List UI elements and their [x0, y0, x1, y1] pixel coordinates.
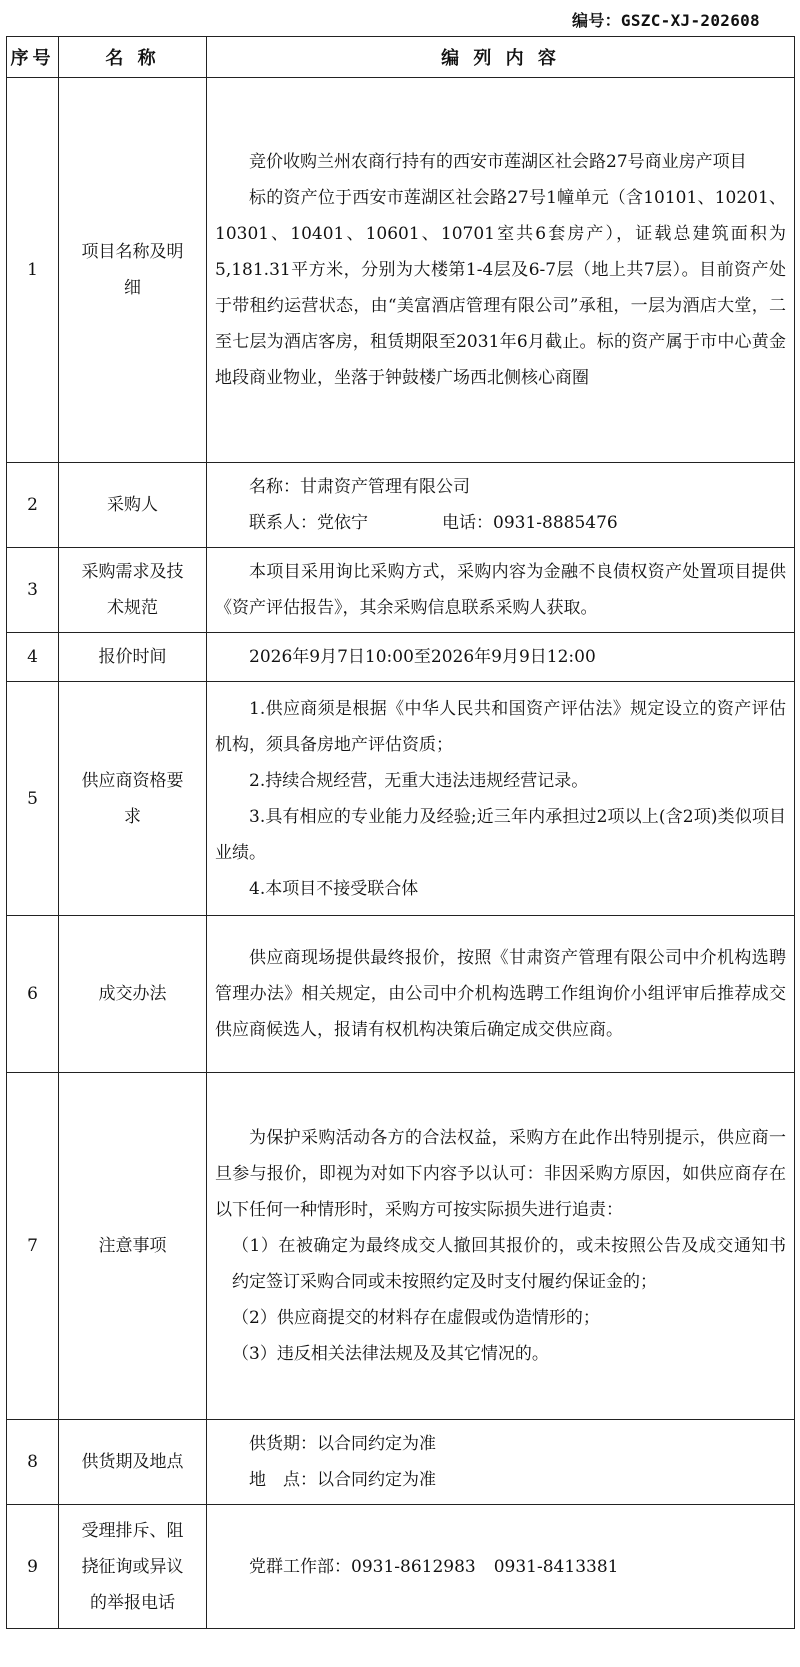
- paragraph: 标的资产位于西安市莲湖区社会路27号1幢单元（含10101、10201、10301、10401、10601、10701室共6套房产），证载总建筑面积为5,181.31平方米，分别为大楼第1-4层及6-7层（地上共7层）。目前资产处于带租约运营状态，由“美富酒店管理有限公司”承租，一层为酒店大堂，二至七层为酒店客房，租赁期限至2031年6月截止。标的资产属于市中心黄金地段商业物业，坐落于钟鼓楼广场西北侧核心商圈: [215, 188, 786, 388]
- row-content: [207, 548, 795, 633]
- row-content: [207, 1073, 795, 1420]
- report-phone-line: [215, 1549, 786, 1585]
- row-name-line: 挠征询或异议: [81, 1556, 184, 1577]
- row-number: 5: [7, 682, 59, 916]
- paragraph: 本项目采用询比采购方式，采购内容为金融不良债权资产处置项目提供《资产评估报告》，其余采购信息联系采购人获取。: [215, 562, 786, 618]
- row-name: 报价时间: [59, 633, 207, 682]
- row-content: [207, 463, 795, 548]
- header-content: 编 列 内 容: [207, 37, 795, 78]
- row-name: 成交办法: [59, 916, 207, 1073]
- header-num: 序号: [7, 37, 59, 78]
- row-name-line: 采购需求及技: [81, 562, 184, 582]
- table-row: [7, 463, 795, 548]
- header-name: 名 称: [59, 37, 207, 78]
- paragraph: 2026年9月7日10:00至2026年9月9日12:00: [249, 647, 596, 667]
- row-name: 采购人: [59, 463, 207, 548]
- table-row: [7, 1420, 795, 1505]
- purchaser-name: 名称：甘肃资产管理有限公司: [249, 477, 470, 497]
- row-number: 2: [7, 463, 59, 548]
- contact-person: 联系人：党依宁: [249, 513, 368, 533]
- paragraph: 供应商现场提供最终报价，按照《甘肃资产管理有限公司中介机构选聘管理办法》相关规定，由公司中介机构选聘工作组询价小组评审后推荐成交供应商候选人，报请有权机构决策后确定成交供应商。: [215, 948, 786, 1040]
- row-name: 供货期及地点: [59, 1420, 207, 1505]
- row-name-line: 项目名称及明: [81, 242, 184, 262]
- document-number: 编号：GSZC-XJ-202608: [572, 11, 760, 30]
- table-row: [7, 1073, 795, 1420]
- row-name-line: 术规范: [107, 598, 158, 618]
- table-row: [7, 78, 795, 463]
- table-row: [7, 633, 795, 682]
- row-content: [207, 633, 795, 682]
- list-item: 4.本项目不接受联合体: [249, 878, 419, 899]
- phone-number: 0931-8413381: [493, 1556, 619, 1577]
- row-name-line: 求: [124, 806, 141, 827]
- row-name: [59, 78, 207, 463]
- paragraph: 为保护采购活动各方的合法权益，采购方在此作出特别提示，供应商一旦参与报价，即视为对如下内容予以认可：非因采购方原因，如供应商存在以下任何一种情形时，采购方可按实际损失进行追责：: [215, 1128, 786, 1220]
- row-number: 1: [7, 78, 59, 463]
- table-row: [7, 682, 795, 916]
- paragraph: 竞价收购兰州农商行持有的西安市莲湖区社会路27号商业房产项目: [249, 152, 747, 172]
- row-name: [59, 682, 207, 916]
- row-name-line: 细: [124, 278, 141, 298]
- row-content: [207, 682, 795, 916]
- list-item: （3）违反相关法律法规及及其它情况的。: [232, 1344, 549, 1364]
- list-item: 1.供应商须是根据《中华人民共和国资产评估法》规定设立的资产评估机构，须具备房地产评估资质；: [215, 698, 786, 755]
- procurement-table: [6, 36, 795, 1629]
- row-content: [207, 1420, 795, 1505]
- purchaser-contact-line: [215, 505, 786, 541]
- delivery-period: 供货期：以合同约定为准: [249, 1434, 436, 1454]
- row-name: 注意事项: [59, 1073, 207, 1420]
- row-content: [207, 78, 795, 463]
- contact-phone: 电话：0931-8885476: [442, 513, 618, 533]
- row-name: [59, 548, 207, 633]
- row-content: [207, 1505, 795, 1629]
- table-row: [7, 548, 795, 633]
- row-number: 6: [7, 916, 59, 1073]
- list-item: 2.持续合规经营，无重大违法违规经营记录。: [249, 770, 589, 791]
- row-name-line: 供应商资格要: [81, 770, 184, 791]
- row-number: 7: [7, 1073, 59, 1420]
- row-number: 9: [7, 1505, 59, 1629]
- list-item: （2）供应商提交的材料存在虚假或伪造情形的；: [232, 1308, 600, 1328]
- row-name-line: 的举报电话: [90, 1592, 175, 1613]
- list-item: 3.具有相应的专业能力及经验;近三年内承担过2项以上(含2项)类似项目业绩。: [215, 806, 786, 863]
- row-name: [59, 1505, 207, 1629]
- row-name-line: 受理排斥、阻: [81, 1520, 184, 1541]
- row-content: [207, 916, 795, 1073]
- list-item: （1）在被确定为最终成交人撤回其报价的，或未按照公告及成交通知书约定签订采购合同或未按照约定及时支付履约保证金的；: [232, 1236, 786, 1292]
- row-number: 3: [7, 548, 59, 633]
- header-row: [7, 37, 795, 78]
- row-number: 4: [7, 633, 59, 682]
- phone-number: 0931-8612983: [351, 1556, 476, 1577]
- table-row: [7, 916, 795, 1073]
- department-label: 党群工作部：: [249, 1556, 351, 1577]
- delivery-location: 地 点：以合同约定为准: [249, 1470, 436, 1490]
- row-number: 8: [7, 1420, 59, 1505]
- table-row: [7, 1505, 795, 1629]
